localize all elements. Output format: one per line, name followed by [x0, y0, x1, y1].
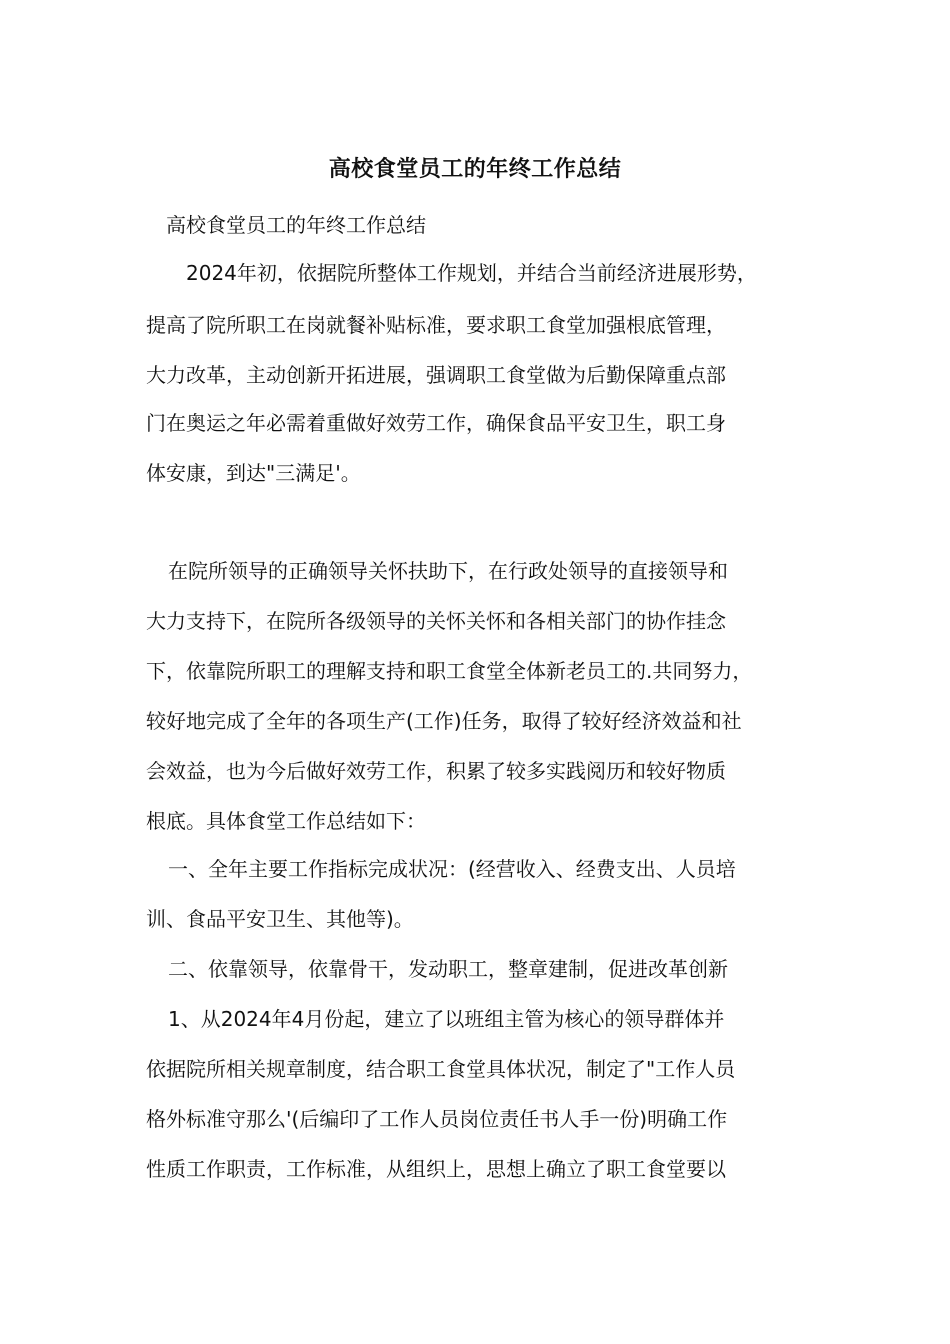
paragraph-line: 2024年初，依据院所整体工作规划，并结合当前经济进展形势， [186, 261, 757, 285]
paragraph-line: 会效益，也为今后做好效劳工作，积累了较多实践阅历和较好物质 [146, 759, 726, 783]
paragraph-line: 依据院所相关规章制度，结合职工食堂具体状况，制定了"工作人员 [146, 1057, 736, 1081]
paragraph-line: 格外标准守那么'(后编印了工作人员岗位责任书人手一份)明确工作 [146, 1107, 728, 1131]
section-heading-line: 一、全年主要工作指标完成状况：(经营收入、经费支出、人员培 [168, 857, 736, 881]
paragraph-line: 提高了院所职工在岗就餐补贴标准，要求职工食堂加强根底管理， [146, 313, 726, 337]
paragraph-line: 较好地完成了全年的各项生产(工作)任务，取得了较好经济效益和社 [146, 709, 742, 733]
paragraph-line: 体安康，到达"三满足'。 [146, 461, 361, 485]
paragraph-line: 大力改革，主动创新开拓进展，强调职工食堂做为后勤保障重点部 [146, 363, 726, 387]
paragraph-line: 性质工作职责，工作标准，从组织上，思想上确立了职工食堂要以 [146, 1157, 726, 1181]
section-heading-line: 训、食品平安卫生、其他等)。 [146, 907, 414, 931]
document-title: 高校食堂员工的年终工作总结 [328, 157, 622, 182]
section-heading-line: 二、依靠领导，依靠骨干，发动职工，整章建制，促进改革创新 [168, 957, 728, 981]
paragraph-line: 根底。具体食堂工作总结如下： [146, 809, 426, 833]
paragraph-line: 大力支持下，在院所各级领导的关怀关怀和各相关部门的协作挂念 [146, 609, 726, 633]
paragraph-line: 门在奥运之年必需着重做好效劳工作，确保食品平安卫生，职工身 [146, 411, 726, 435]
paragraph-line: 在院所领导的正确领导关怀扶助下，在行政处领导的直接领导和 [168, 559, 728, 583]
paragraph-line: 下，依靠院所职工的理解支持和职工食堂全体新老员工的.共同努力， [146, 659, 753, 683]
paragraph-line: 1、从2024年4月份起，建立了以班组主管为核心的领导群体并 [168, 1007, 725, 1031]
subtitle-line: 高校食堂员工的年终工作总结 [166, 213, 426, 237]
